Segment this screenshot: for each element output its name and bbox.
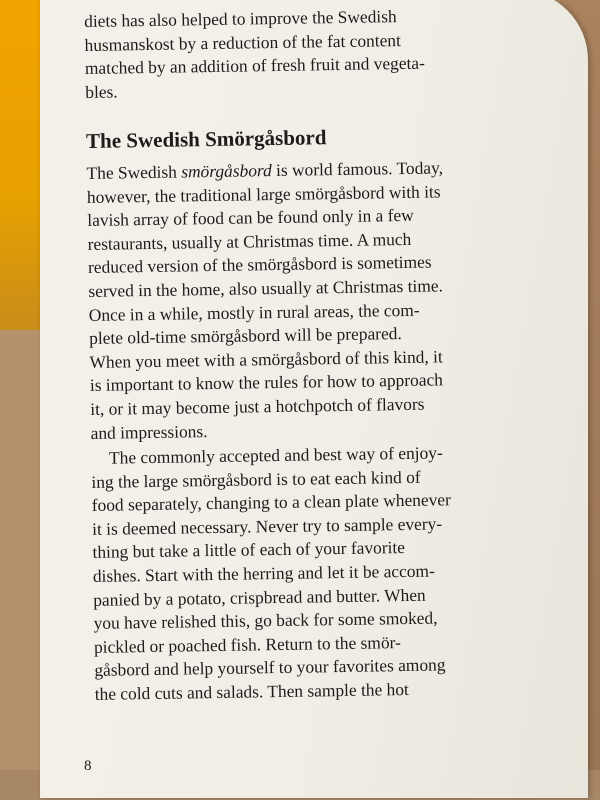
text-line: lavish array of food can be found only in a few bbox=[87, 205, 414, 231]
text-line: diets has also helped to improve the Swedish bbox=[84, 6, 397, 31]
text-line: restaurants, usually at Christmas time. A much bbox=[87, 228, 412, 254]
text-line: husmanskost by a reduction of the fat content bbox=[84, 29, 402, 55]
text-line: it is deemed necessary. Never try to sample every- bbox=[91, 513, 443, 539]
text-line: however, the traditional large smörgåsbord with its bbox=[86, 180, 441, 207]
text-line: thing but take a little of each of your favorite bbox=[92, 537, 406, 563]
text-run: is world famous. Today, bbox=[271, 157, 444, 181]
intro-paragraph bbox=[84, 3, 555, 105]
text-line: ing the large smörgåsbord is to eat each kind of bbox=[91, 466, 421, 492]
text-line: When you meet with a smörgåsbord of this kind, it bbox=[89, 346, 443, 372]
page-text bbox=[84, 3, 565, 707]
italic-term: smörgåsbord bbox=[181, 160, 272, 182]
text-line: panied by a potato, crispbread and butter. When bbox=[93, 584, 426, 610]
page-number: 8 bbox=[84, 758, 92, 774]
text-run: The Swedish bbox=[86, 161, 182, 183]
text-line: it, or it may become just a hotchpotch of flavors bbox=[90, 393, 425, 419]
text-line: pickled or poached fish. Return to the smör- bbox=[93, 631, 401, 657]
text-line: served in the home, also usually at Christmas time. bbox=[88, 275, 444, 301]
text-line: you have relished this, go back for some smoked, bbox=[93, 607, 438, 634]
text-line: Once in a while, mostly in rural areas, the com- bbox=[88, 299, 420, 325]
section-title: The Swedish Smörgåsbord bbox=[85, 125, 327, 154]
text-line: matched by an addition of fresh fruit and vegeta- bbox=[84, 52, 425, 79]
text-line: The commonly accepted and best way of enjoy- bbox=[108, 442, 443, 468]
text-line: the cold cuts and salads. Then sample the hot bbox=[94, 679, 409, 704]
text-line: plete old-time smörgåsbord will be prepared. bbox=[88, 323, 402, 349]
text-line: is important to know the rules for how to approach bbox=[89, 369, 444, 396]
text-line: and impressions. bbox=[90, 420, 208, 443]
paragraph-2 bbox=[91, 440, 565, 707]
paragraph-1 bbox=[86, 155, 560, 445]
book-page bbox=[40, 0, 588, 798]
text-line: food separately, changing to a clean plate whenever bbox=[91, 489, 451, 516]
text-line: reduced version of the smörgåsbord is sometimes bbox=[87, 251, 432, 278]
text-line: bles. bbox=[85, 81, 118, 102]
text-line: gåsbord and help yourself to your favorites among bbox=[94, 654, 446, 681]
text-line: dishes. Start with the herring and let it be accom- bbox=[92, 560, 435, 586]
